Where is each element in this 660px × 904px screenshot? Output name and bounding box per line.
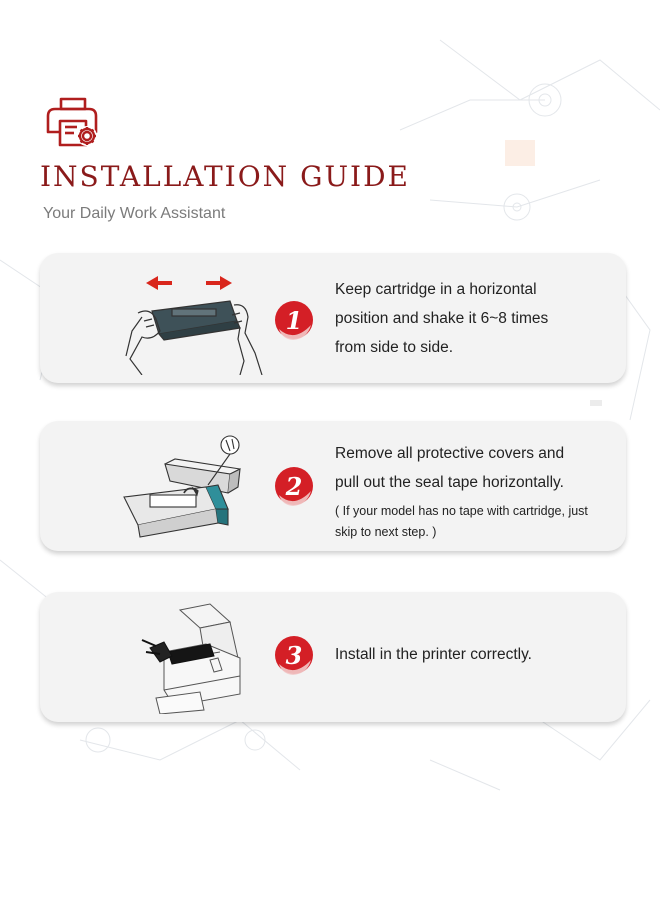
step-3-badge-icon <box>273 634 315 676</box>
step-3-number: 3 <box>285 641 303 670</box>
step-1-badge-icon <box>273 299 315 341</box>
remove-cover-icon <box>80 429 280 543</box>
step-2-number: 2 <box>285 472 303 501</box>
shake-cartridge-icon <box>80 261 280 375</box>
step-1-number: 1 <box>285 306 303 335</box>
step-2-line: pull out the seal tape horizontally. <box>335 474 564 491</box>
step-card-2 <box>40 421 626 551</box>
step-2-note-line: ( If your model has no tape with cartridge, just <box>335 504 588 518</box>
step-2-line: Remove all protective covers and <box>335 445 565 462</box>
step-1-line: position and shake it 6~8 times <box>335 310 549 327</box>
page-title: INSTALLATION GUIDE <box>40 160 410 193</box>
step-1-line: from side to side. <box>335 339 454 356</box>
page-subtitle: Your Daily Work Assistant <box>43 205 226 222</box>
step-card-1 <box>40 253 626 383</box>
step-3-line: Install in the printer correctly. <box>335 646 532 663</box>
step-2-text <box>335 439 615 543</box>
step-card-3 <box>40 592 626 722</box>
install-printer-icon <box>80 600 280 714</box>
step-1-line: Keep cartridge in a horizontal <box>335 281 537 298</box>
printer-gear-logo-icon <box>44 96 102 152</box>
step-2-note <box>335 501 625 543</box>
step-2-badge-icon <box>273 465 315 507</box>
step-3-text <box>335 640 615 669</box>
step-1-text <box>335 275 595 362</box>
step-2-note-line: skip to next step. ) <box>335 525 437 539</box>
